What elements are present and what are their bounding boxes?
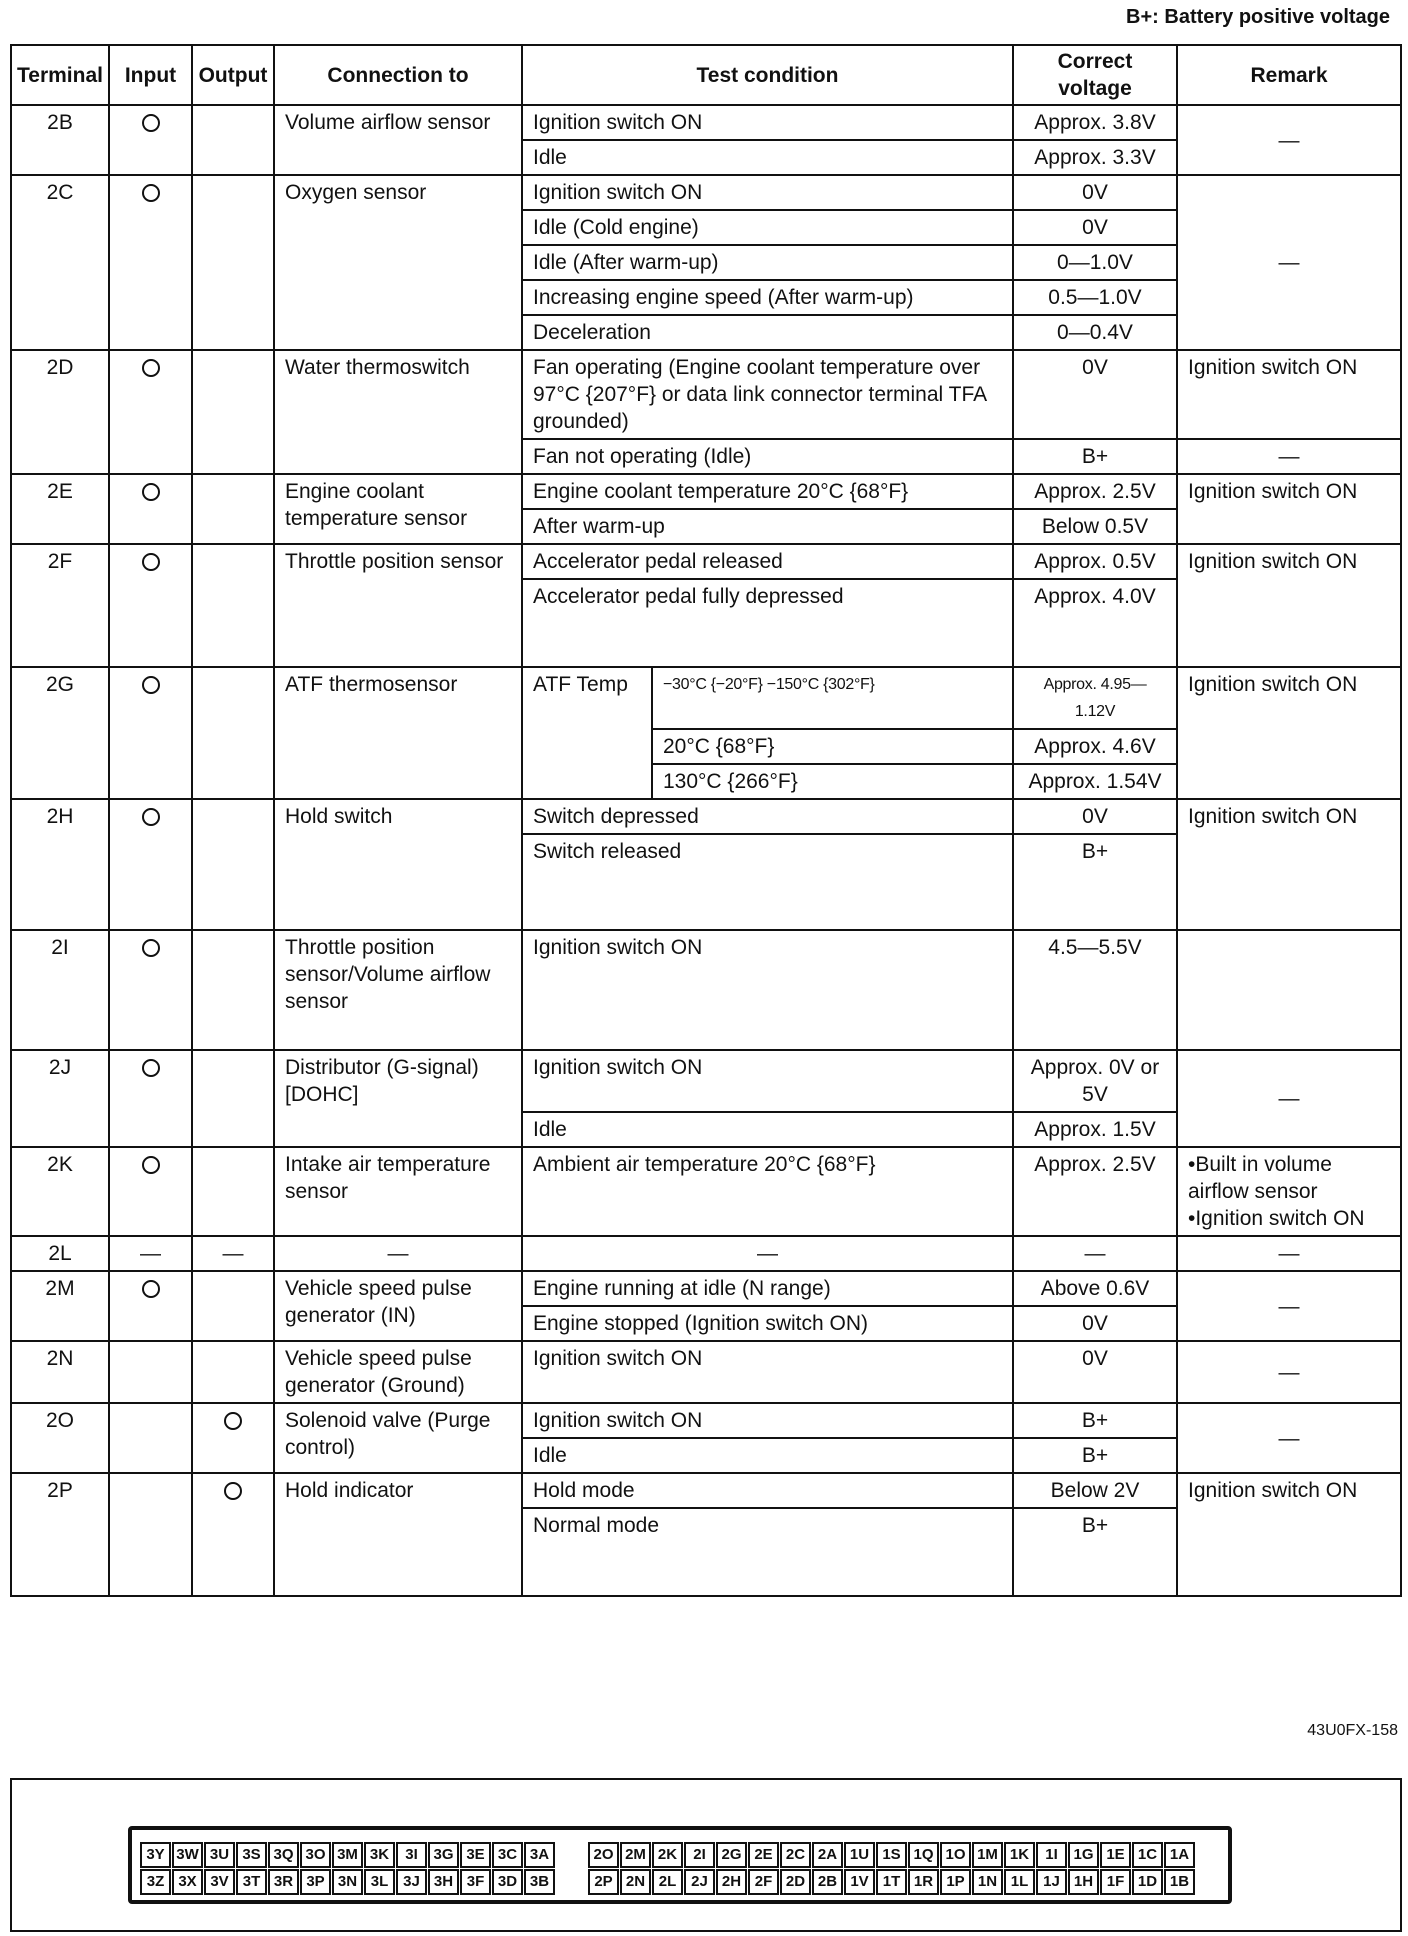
voltage-cell: 0V <box>1013 350 1177 439</box>
connector-pin: 1H <box>1068 1869 1099 1895</box>
connector-pin-grid <box>140 1842 1195 1895</box>
connector-pin: 3T <box>236 1869 267 1895</box>
input-mark <box>109 1147 192 1236</box>
test-condition-cell: Increasing engine speed (After warm-up) <box>522 280 1013 315</box>
input-mark <box>109 1050 192 1147</box>
voltage-cell: 0—1.0V <box>1013 245 1177 280</box>
terminal-cell: 2M <box>11 1271 109 1341</box>
connector-outline <box>128 1826 1232 1904</box>
remark-cell: — <box>1177 1341 1401 1403</box>
remark-cell: Ignition switch ON <box>1177 544 1401 667</box>
connector-pin: 3U <box>204 1842 235 1868</box>
connector-pin: 2P <box>588 1869 619 1895</box>
voltage-cell: 0V <box>1013 210 1177 245</box>
remark-cell: — <box>1177 1050 1401 1147</box>
connector-pin: 1N <box>972 1869 1003 1895</box>
voltage-cell: Approx. 3.8V <box>1013 105 1177 140</box>
terminal-cell: 2D <box>11 350 109 474</box>
connector-pin: 1O <box>940 1842 971 1868</box>
terminal-cell: 2K <box>11 1147 109 1236</box>
remark-cell: Ignition switch ON <box>1177 350 1401 439</box>
circle-icon <box>142 1156 160 1174</box>
test-condition-cell: Switch depressed <box>522 799 1013 834</box>
connector-pin: 3H <box>428 1869 459 1895</box>
table-row <box>11 930 1401 1050</box>
connector-pin: 2J <box>684 1869 715 1895</box>
test-condition-cell: Ignition switch ON <box>522 175 1013 210</box>
input-cell <box>109 1403 192 1473</box>
voltage-cell: B+ <box>1013 834 1177 930</box>
circle-icon <box>142 1280 160 1298</box>
voltage-cell: B+ <box>1013 1403 1177 1438</box>
remark-cell: — <box>1177 1271 1401 1341</box>
input-mark <box>109 1271 192 1341</box>
connector-pin: 1P <box>940 1869 971 1895</box>
atf-temp-label: ATF Temp <box>522 667 652 799</box>
connector-pin: 3G <box>428 1842 459 1868</box>
test-condition-cell: Idle (Cold engine) <box>522 210 1013 245</box>
connector-pin: 3D <box>492 1869 523 1895</box>
remark-line: •Ignition switch ON <box>1188 1207 1365 1230</box>
header-row <box>11 45 1401 105</box>
table-row <box>11 799 1401 834</box>
connector-pin: 2E <box>748 1842 779 1868</box>
test-condition-cell: Ignition switch ON <box>522 1341 1013 1403</box>
connector-pin: 3E <box>460 1842 491 1868</box>
header-terminal: Terminal <box>11 45 109 105</box>
circle-icon <box>142 483 160 501</box>
connection-cell: Distributor (G-signal) [DOHC] <box>274 1050 522 1147</box>
terminal-cell: 2L <box>11 1236 109 1271</box>
voltage-cell: Approx. 0.5V <box>1013 544 1177 579</box>
connector-pin: 3O <box>300 1842 331 1868</box>
connection-cell: Vehicle speed pulse generator (Ground) <box>274 1341 522 1403</box>
connector-pin: 1C <box>1132 1842 1163 1868</box>
connector-diagram <box>10 1778 1402 1932</box>
test-condition-cell: After warm-up <box>522 509 1013 544</box>
connector-pin: 1B <box>1164 1869 1195 1895</box>
input-cell <box>109 1473 192 1596</box>
terminal-cell: 2B <box>11 105 109 175</box>
connector-pin: 2A <box>812 1842 843 1868</box>
voltage-cell: 4.5—5.5V <box>1013 930 1177 1050</box>
circle-icon <box>224 1482 242 1500</box>
circle-icon <box>142 359 160 377</box>
connection-cell: ATF thermosensor <box>274 667 522 799</box>
connector-pin: 3W <box>172 1842 203 1868</box>
terminal-cell: 2J <box>11 1050 109 1147</box>
table-row <box>11 1271 1401 1306</box>
connector-pin: 1S <box>876 1842 907 1868</box>
voltage-cell: 0—0.4V <box>1013 315 1177 350</box>
connection-cell: Solenoid valve (Purge control) <box>274 1403 522 1473</box>
connector-pin: 2M <box>620 1842 651 1868</box>
connection-cell: Vehicle speed pulse generator (IN) <box>274 1271 522 1341</box>
terminal-cell: 2I <box>11 930 109 1050</box>
output-cell <box>192 930 274 1050</box>
output-cell <box>192 667 274 799</box>
connector-pin: 3J <box>396 1869 427 1895</box>
terminal-cell: 2O <box>11 1403 109 1473</box>
connector-pin: 3V <box>204 1869 235 1895</box>
connector-pin: 2K <box>652 1842 683 1868</box>
connector-pin: 1F <box>1100 1869 1131 1895</box>
voltage-cell: Approx. 4.6V <box>1013 729 1177 764</box>
connector-pin: 1V <box>844 1869 875 1895</box>
terminal-cell: 2F <box>11 544 109 667</box>
test-condition-cell: 130°C {266°F} <box>652 764 1013 799</box>
connector-pin: 2L <box>652 1869 683 1895</box>
connector-pin: 3A <box>524 1842 555 1868</box>
remark-cell: — <box>1177 105 1401 175</box>
connector-pin: 2D <box>780 1869 811 1895</box>
voltage-cell: Above 0.6V <box>1013 1271 1177 1306</box>
terminal-cell: 2P <box>11 1473 109 1596</box>
circle-icon <box>224 1412 242 1430</box>
connector-pin: 3Q <box>268 1842 299 1868</box>
test-condition-cell: Idle <box>522 1438 1013 1473</box>
connection-cell: Hold indicator <box>274 1473 522 1596</box>
connector-pin: 1Q <box>908 1842 939 1868</box>
connector-pin: 3Y <box>140 1842 171 1868</box>
connector-pin: 1G <box>1068 1842 1099 1868</box>
output-cell <box>192 1341 274 1403</box>
connector-pin: 1R <box>908 1869 939 1895</box>
input-mark <box>109 930 192 1050</box>
test-condition-cell: Ignition switch ON <box>522 1050 1013 1112</box>
voltage-cell: 0.5—1.0V <box>1013 280 1177 315</box>
connector-pin: 1I <box>1036 1842 1067 1868</box>
voltage-cell: — <box>1013 1236 1177 1271</box>
voltage-cell: B+ <box>1013 1508 1177 1596</box>
test-condition-cell: Accelerator pedal fully depressed <box>522 579 1013 667</box>
voltage-cell: Approx. 0V or 5V <box>1013 1050 1177 1112</box>
connector-pin: 3R <box>268 1869 299 1895</box>
test-condition-cell: Engine coolant temperature 20°C {68°F} <box>522 474 1013 509</box>
connector-pin: 1D <box>1132 1869 1163 1895</box>
voltage-cell: Approx. 3.3V <box>1013 140 1177 175</box>
voltage-cell: Approx. 2.5V <box>1013 474 1177 509</box>
connector-gap <box>556 1869 587 1895</box>
input-mark <box>109 474 192 544</box>
voltage-cell: Approx. 2.5V <box>1013 1147 1177 1236</box>
header-remark: Remark <box>1177 45 1401 105</box>
voltage-cell: B+ <box>1013 439 1177 474</box>
figure-code: 43U0FX-158 <box>1307 1722 1398 1739</box>
test-condition-cell: Hold mode <box>522 1473 1013 1508</box>
connector-pin: 3C <box>492 1842 523 1868</box>
output-cell <box>192 1147 274 1236</box>
test-condition-cell: Idle (After warm-up) <box>522 245 1013 280</box>
connection-cell: Throttle position sensor/Volume airflow sensor <box>274 930 522 1050</box>
remark-cell: Ignition switch ON <box>1177 1473 1401 1596</box>
output-mark <box>192 1473 274 1596</box>
test-condition-cell: 20°C {68°F} <box>652 729 1013 764</box>
legend-note: B+: Battery positive voltage <box>1126 6 1390 28</box>
input-mark <box>109 105 192 175</box>
remark-cell <box>1177 930 1401 1050</box>
table-row <box>11 1403 1401 1438</box>
input-mark <box>109 799 192 930</box>
remark-cell: — <box>1177 439 1401 474</box>
remark-cell: — <box>1177 1236 1401 1271</box>
terminal-voltage-table <box>10 44 1402 1597</box>
voltage-cell: Approx. 4.95—1.12V <box>1013 667 1177 729</box>
table-row <box>11 667 1401 729</box>
input-mark <box>109 175 192 350</box>
test-condition-cell: Idle <box>522 140 1013 175</box>
table-row <box>11 175 1401 210</box>
output-cell <box>192 544 274 667</box>
connector-pin: 3I <box>396 1842 427 1868</box>
connector-pin: 1M <box>972 1842 1003 1868</box>
test-condition-cell: Fan not operating (Idle) <box>522 439 1013 474</box>
remark-cell: Ignition switch ON <box>1177 667 1401 799</box>
terminal-cell: 2G <box>11 667 109 799</box>
header-output: Output <box>192 45 274 105</box>
voltage-cell: Approx. 4.0V <box>1013 579 1177 667</box>
test-condition-cell: Ignition switch ON <box>522 1403 1013 1438</box>
table-row <box>11 1050 1401 1112</box>
connector-pin: 3K <box>364 1842 395 1868</box>
output-cell <box>192 175 274 350</box>
header-test-condition: Test condition <box>522 45 1013 105</box>
test-condition-cell: Ignition switch ON <box>522 105 1013 140</box>
table-row <box>11 1147 1401 1236</box>
output-cell <box>192 1050 274 1147</box>
connector-pin: 1A <box>1164 1842 1195 1868</box>
connector-pin: 3S <box>236 1842 267 1868</box>
connector-pin: 1K <box>1004 1842 1035 1868</box>
connection-cell: Hold switch <box>274 799 522 930</box>
test-condition-cell: Normal mode <box>522 1508 1013 1596</box>
connector-pin: 3P <box>300 1869 331 1895</box>
test-condition-cell: Accelerator pedal released <box>522 544 1013 579</box>
remark-cell: Ignition switch ON <box>1177 799 1401 930</box>
circle-icon <box>142 676 160 694</box>
connector-pin: 2O <box>588 1842 619 1868</box>
test-condition-cell: Idle <box>522 1112 1013 1147</box>
voltage-cell: Below 2V <box>1013 1473 1177 1508</box>
output-cell: — <box>192 1236 274 1271</box>
terminal-cell: 2H <box>11 799 109 930</box>
connector-pin: 3Z <box>140 1869 171 1895</box>
connection-cell: Water thermoswitch <box>274 350 522 474</box>
connection-cell: — <box>274 1236 522 1271</box>
connector-pin: 2B <box>812 1869 843 1895</box>
terminal-cell: 2C <box>11 175 109 350</box>
table-row <box>11 350 1401 439</box>
connector-pin: 3N <box>332 1869 363 1895</box>
test-condition-cell: Engine stopped (Ignition switch ON) <box>522 1306 1013 1341</box>
circle-icon <box>142 1059 160 1077</box>
voltage-cell: 0V <box>1013 799 1177 834</box>
connector-pin: 3L <box>364 1869 395 1895</box>
header-input: Input <box>109 45 192 105</box>
circle-icon <box>142 184 160 202</box>
header-connection: Connection to <box>274 45 522 105</box>
test-condition-cell: Engine running at idle (N range) <box>522 1271 1013 1306</box>
circle-icon <box>142 939 160 957</box>
test-condition-cell: Fan operating (Engine coolant temperature over 97°C {207°F} or data link connector terminal TFA grounded) <box>522 350 1013 439</box>
connector-pin: 3B <box>524 1869 555 1895</box>
connector-gap <box>556 1842 587 1868</box>
connection-cell: Intake air temperature sensor <box>274 1147 522 1236</box>
remark-cell: — <box>1177 1403 1401 1473</box>
connector-pin: 2N <box>620 1869 651 1895</box>
table-row <box>11 474 1401 509</box>
test-condition-cell: Deceleration <box>522 315 1013 350</box>
voltage-cell: Below 0.5V <box>1013 509 1177 544</box>
header-correct-voltage: Correct voltage <box>1013 45 1177 105</box>
input-mark <box>109 544 192 667</box>
connector-pin: 1T <box>876 1869 907 1895</box>
test-condition-cell: −30°C {−20°F} −150°C {302°F} <box>652 667 1013 729</box>
connector-pin: 1L <box>1004 1869 1035 1895</box>
input-cell <box>109 1341 192 1403</box>
table-row <box>11 544 1401 579</box>
input-mark <box>109 350 192 474</box>
output-mark <box>192 1403 274 1473</box>
table-row <box>11 1473 1401 1508</box>
connection-cell: Throttle position sensor <box>274 544 522 667</box>
test-condition-cell: Ignition switch ON <box>522 930 1013 1050</box>
table-row <box>11 1341 1401 1403</box>
circle-icon <box>142 808 160 826</box>
remark-cell: Ignition switch ON <box>1177 474 1401 544</box>
connection-cell: Oxygen sensor <box>274 175 522 350</box>
connector-pin: 2F <box>748 1869 779 1895</box>
connector-pin: 2I <box>684 1842 715 1868</box>
test-condition-cell: — <box>522 1236 1013 1271</box>
test-condition-cell: Ambient air temperature 20°C {68°F} <box>522 1147 1013 1236</box>
output-cell <box>192 799 274 930</box>
input-cell: — <box>109 1236 192 1271</box>
terminal-cell: 2N <box>11 1341 109 1403</box>
voltage-cell: Approx. 1.54V <box>1013 764 1177 799</box>
voltage-cell: B+ <box>1013 1438 1177 1473</box>
connector-pin: 1J <box>1036 1869 1067 1895</box>
connector-pin: 1E <box>1100 1842 1131 1868</box>
connector-pin: 3F <box>460 1869 491 1895</box>
remark-cell: — <box>1177 175 1401 350</box>
connector-pin: 1U <box>844 1842 875 1868</box>
output-cell <box>192 105 274 175</box>
circle-icon <box>142 553 160 571</box>
voltage-cell: Approx. 1.5V <box>1013 1112 1177 1147</box>
table-row <box>11 105 1401 140</box>
input-mark <box>109 667 192 799</box>
test-condition-cell: Switch released <box>522 834 1013 930</box>
connector-pin: 2C <box>780 1842 811 1868</box>
output-cell <box>192 350 274 474</box>
voltage-cell: 0V <box>1013 1306 1177 1341</box>
voltage-cell: 0V <box>1013 175 1177 210</box>
terminal-cell: 2E <box>11 474 109 544</box>
connector-pin: 2H <box>716 1869 747 1895</box>
remark-cell <box>1177 1147 1401 1236</box>
remark-line: •Built in volume airflow sensor <box>1188 1153 1332 1203</box>
connector-pin: 3M <box>332 1842 363 1868</box>
connector-pin: 3X <box>172 1869 203 1895</box>
connector-pin: 2G <box>716 1842 747 1868</box>
connection-cell: Volume airflow sensor <box>274 105 522 175</box>
output-cell <box>192 1271 274 1341</box>
circle-icon <box>142 114 160 132</box>
voltage-cell: 0V <box>1013 1341 1177 1403</box>
table-row <box>11 1236 1401 1271</box>
connection-cell: Engine coolant temperature sensor <box>274 474 522 544</box>
output-cell <box>192 474 274 544</box>
